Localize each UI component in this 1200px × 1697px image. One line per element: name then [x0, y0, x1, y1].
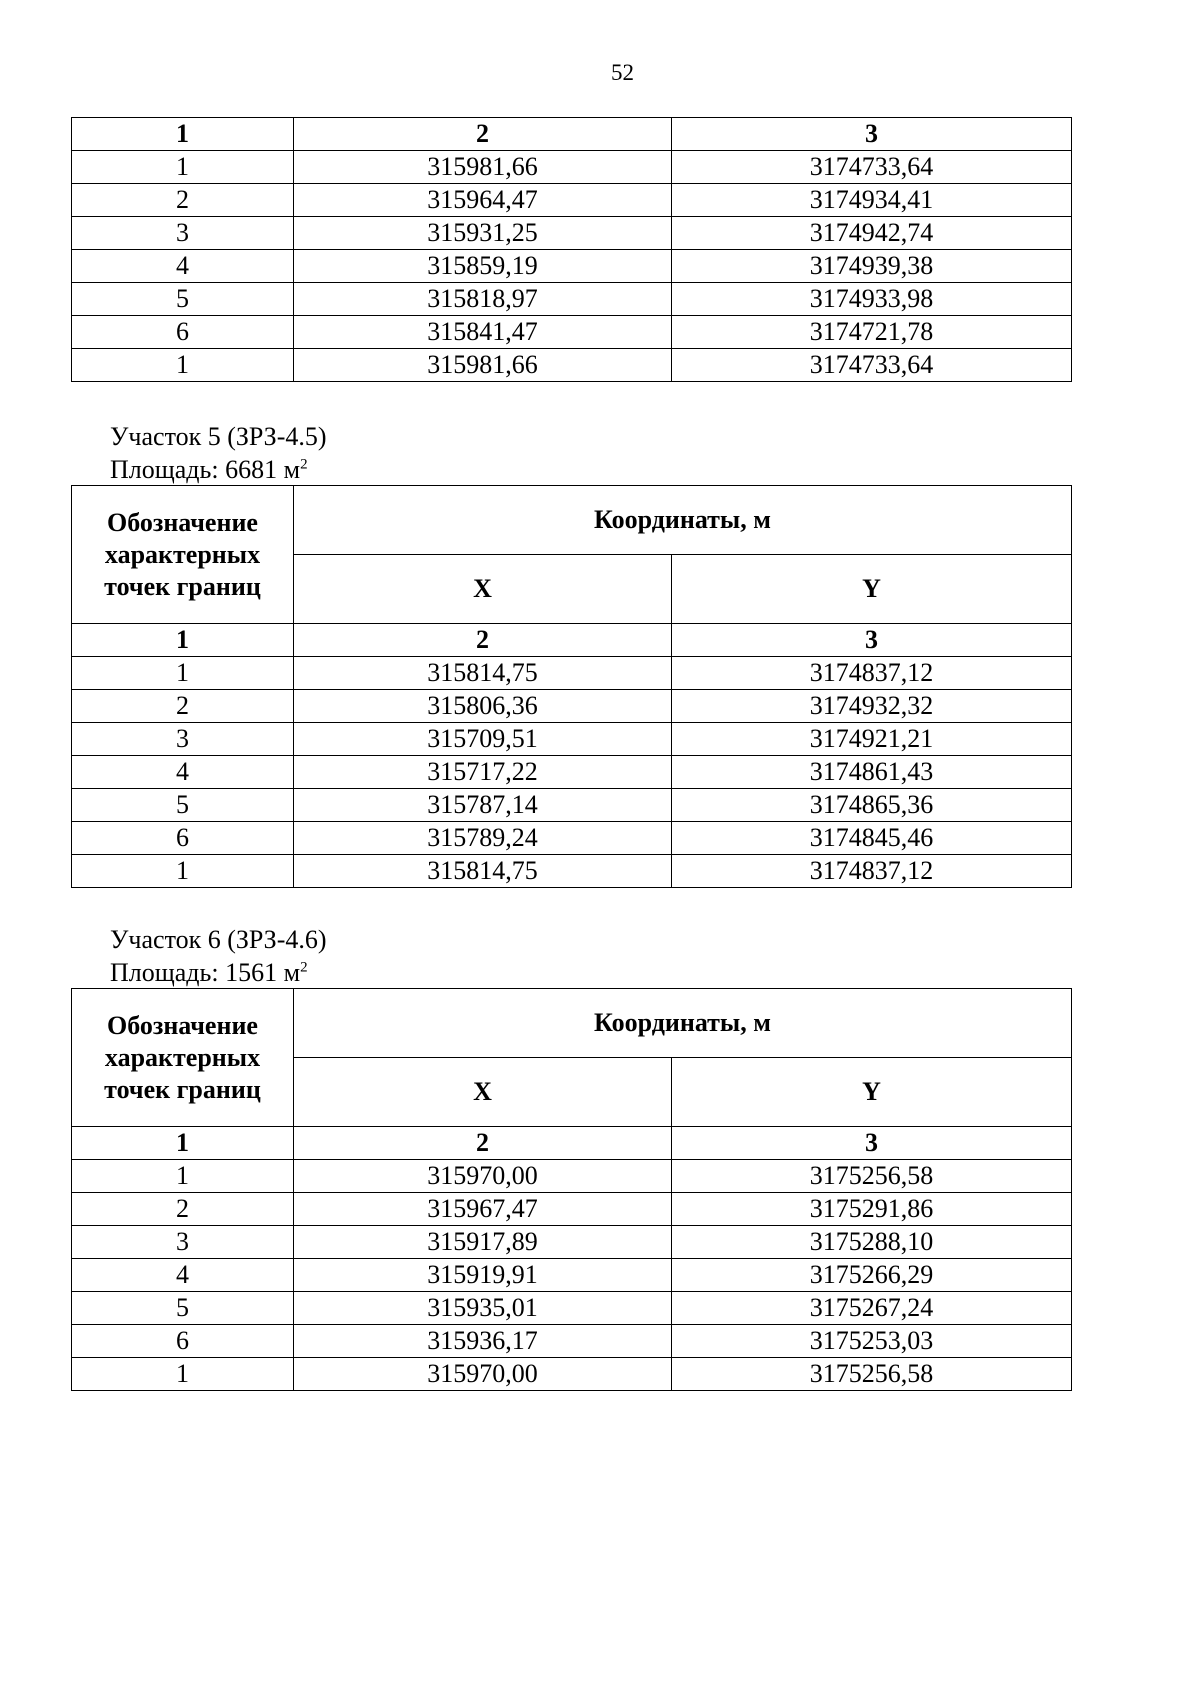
point-number-cell: 4: [72, 250, 294, 283]
y-coordinate-cell: 3174721,78: [672, 316, 1072, 349]
x-coordinate-cell: 315931,25: [294, 217, 672, 250]
point-number-cell: 2: [72, 1193, 294, 1226]
y-coordinate-cell: 3175256,58: [672, 1358, 1072, 1391]
page-number: 52: [611, 60, 634, 85]
point-number-cell: 3: [72, 217, 294, 250]
point-number-cell: 6: [72, 1325, 294, 1358]
header-x: X: [294, 1058, 672, 1127]
y-coordinate-cell: 3175256,58: [672, 1160, 1072, 1193]
column-number: 3: [672, 624, 1072, 657]
y-coordinate-cell: 3174942,74: [672, 217, 1072, 250]
header-coordinates: Координаты, м: [294, 989, 1072, 1058]
column-number: 2: [294, 118, 672, 151]
x-coordinate-cell: 315981,66: [294, 151, 672, 184]
section-title: Участок 6 (ЗРЗ-4.6): [110, 925, 327, 954]
section-area: [110, 453, 327, 486]
table-row: [72, 1193, 1072, 1226]
area-unit-exponent: 2: [300, 456, 308, 473]
point-number-cell: 3: [72, 723, 294, 756]
coordinates-table-continued: [71, 117, 1072, 382]
y-coordinate-cell: 3174837,12: [672, 657, 1072, 690]
table-row: [72, 1325, 1072, 1358]
table-row: [72, 316, 1072, 349]
x-coordinate-cell: 315789,24: [294, 822, 672, 855]
x-coordinate-cell: 315814,75: [294, 855, 672, 888]
header-y: Y: [672, 555, 1072, 624]
table-row: [72, 1226, 1072, 1259]
y-coordinate-cell: 3175267,24: [672, 1292, 1072, 1325]
x-coordinate-cell: 315709,51: [294, 723, 672, 756]
point-number-cell: 2: [72, 690, 294, 723]
column-number: 3: [672, 1127, 1072, 1160]
table-body: [72, 118, 1072, 382]
x-coordinate-cell: 315936,17: [294, 1325, 672, 1358]
table-row: [72, 1358, 1072, 1391]
table-row: [72, 283, 1072, 316]
column-number-row: [72, 624, 1072, 657]
x-coordinate-cell: 315970,00: [294, 1358, 672, 1391]
column-number-row: [72, 118, 1072, 151]
x-coordinate-cell: 315814,75: [294, 657, 672, 690]
table-row: [72, 151, 1072, 184]
x-coordinate-cell: 315919,91: [294, 1259, 672, 1292]
x-coordinate-cell: 315967,47: [294, 1193, 672, 1226]
column-number: 2: [294, 1127, 672, 1160]
x-coordinate-cell: 315970,00: [294, 1160, 672, 1193]
y-coordinate-cell: 3174934,41: [672, 184, 1072, 217]
y-coordinate-cell: 3174733,64: [672, 151, 1072, 184]
point-number-cell: 1: [72, 855, 294, 888]
table-row: [72, 1259, 1072, 1292]
table-row: [72, 1292, 1072, 1325]
y-coordinate-cell: 3174733,64: [672, 349, 1072, 382]
table-body: [72, 486, 1072, 888]
table-row: [72, 250, 1072, 283]
x-coordinate-cell: 315806,36: [294, 690, 672, 723]
y-coordinate-cell: 3175253,03: [672, 1325, 1072, 1358]
column-number: 1: [72, 624, 294, 657]
table-row: [72, 349, 1072, 382]
y-coordinate-cell: 3175291,86: [672, 1193, 1072, 1226]
x-coordinate-cell: 315964,47: [294, 184, 672, 217]
table-row: [72, 184, 1072, 217]
point-number-cell: 2: [72, 184, 294, 217]
y-coordinate-cell: 3174865,36: [672, 789, 1072, 822]
y-coordinate-cell: 3175288,10: [672, 1226, 1072, 1259]
table-row: [72, 723, 1072, 756]
table-row: [72, 217, 1072, 250]
section-6-caption: [110, 923, 327, 989]
point-number-cell: 3: [72, 1226, 294, 1259]
header-points: Обозначение характерных точек границ: [72, 486, 294, 624]
table-row: [72, 657, 1072, 690]
x-coordinate-cell: 315717,22: [294, 756, 672, 789]
section-title: Участок 5 (ЗРЗ-4.5): [110, 422, 327, 451]
column-number-row: [72, 1127, 1072, 1160]
point-number-cell: 5: [72, 1292, 294, 1325]
table-row: [72, 756, 1072, 789]
y-coordinate-cell: 3175266,29: [672, 1259, 1072, 1292]
table-row: [72, 855, 1072, 888]
y-coordinate-cell: 3174932,32: [672, 690, 1072, 723]
y-coordinate-cell: 3174921,21: [672, 723, 1072, 756]
table-row: [72, 690, 1072, 723]
header-points: Обозначение характерных точек границ: [72, 989, 294, 1127]
x-coordinate-cell: 315917,89: [294, 1226, 672, 1259]
column-number: 2: [294, 624, 672, 657]
y-coordinate-cell: 3174845,46: [672, 822, 1072, 855]
y-coordinate-cell: 3174861,43: [672, 756, 1072, 789]
header-y: Y: [672, 1058, 1072, 1127]
x-coordinate-cell: 315841,47: [294, 316, 672, 349]
table-body: [72, 989, 1072, 1391]
area-label: Площадь: 1561 м: [110, 958, 301, 987]
point-number-cell: 4: [72, 756, 294, 789]
table-row: [72, 1160, 1072, 1193]
point-number-cell: 1: [72, 1358, 294, 1391]
header-row: [72, 989, 1072, 1058]
area-label: Площадь: 6681 м: [110, 455, 301, 484]
y-coordinate-cell: 3174837,12: [672, 855, 1072, 888]
table-row: [72, 822, 1072, 855]
point-number-cell: 4: [72, 1259, 294, 1292]
x-coordinate-cell: 315859,19: [294, 250, 672, 283]
table-row: [72, 789, 1072, 822]
x-coordinate-cell: 315935,01: [294, 1292, 672, 1325]
point-number-cell: 1: [72, 657, 294, 690]
x-coordinate-cell: 315787,14: [294, 789, 672, 822]
header-x: X: [294, 555, 672, 624]
point-number-cell: 6: [72, 822, 294, 855]
y-coordinate-cell: 3174933,98: [672, 283, 1072, 316]
coordinates-table-section-6: [71, 988, 1072, 1391]
header-coordinates: Координаты, м: [294, 486, 1072, 555]
point-number-cell: 5: [72, 283, 294, 316]
point-number-cell: 6: [72, 316, 294, 349]
point-number-cell: 1: [72, 349, 294, 382]
section-5-caption: [110, 420, 327, 486]
column-number: 3: [672, 118, 1072, 151]
column-number: 1: [72, 1127, 294, 1160]
coordinates-table-section-5: [71, 485, 1072, 888]
point-number-cell: 5: [72, 789, 294, 822]
x-coordinate-cell: 315818,97: [294, 283, 672, 316]
point-number-cell: 1: [72, 1160, 294, 1193]
section-area: [110, 956, 327, 989]
y-coordinate-cell: 3174939,38: [672, 250, 1072, 283]
column-number: 1: [72, 118, 294, 151]
header-row: [72, 486, 1072, 555]
area-unit-exponent: 2: [300, 959, 308, 976]
x-coordinate-cell: 315981,66: [294, 349, 672, 382]
point-number-cell: 1: [72, 151, 294, 184]
